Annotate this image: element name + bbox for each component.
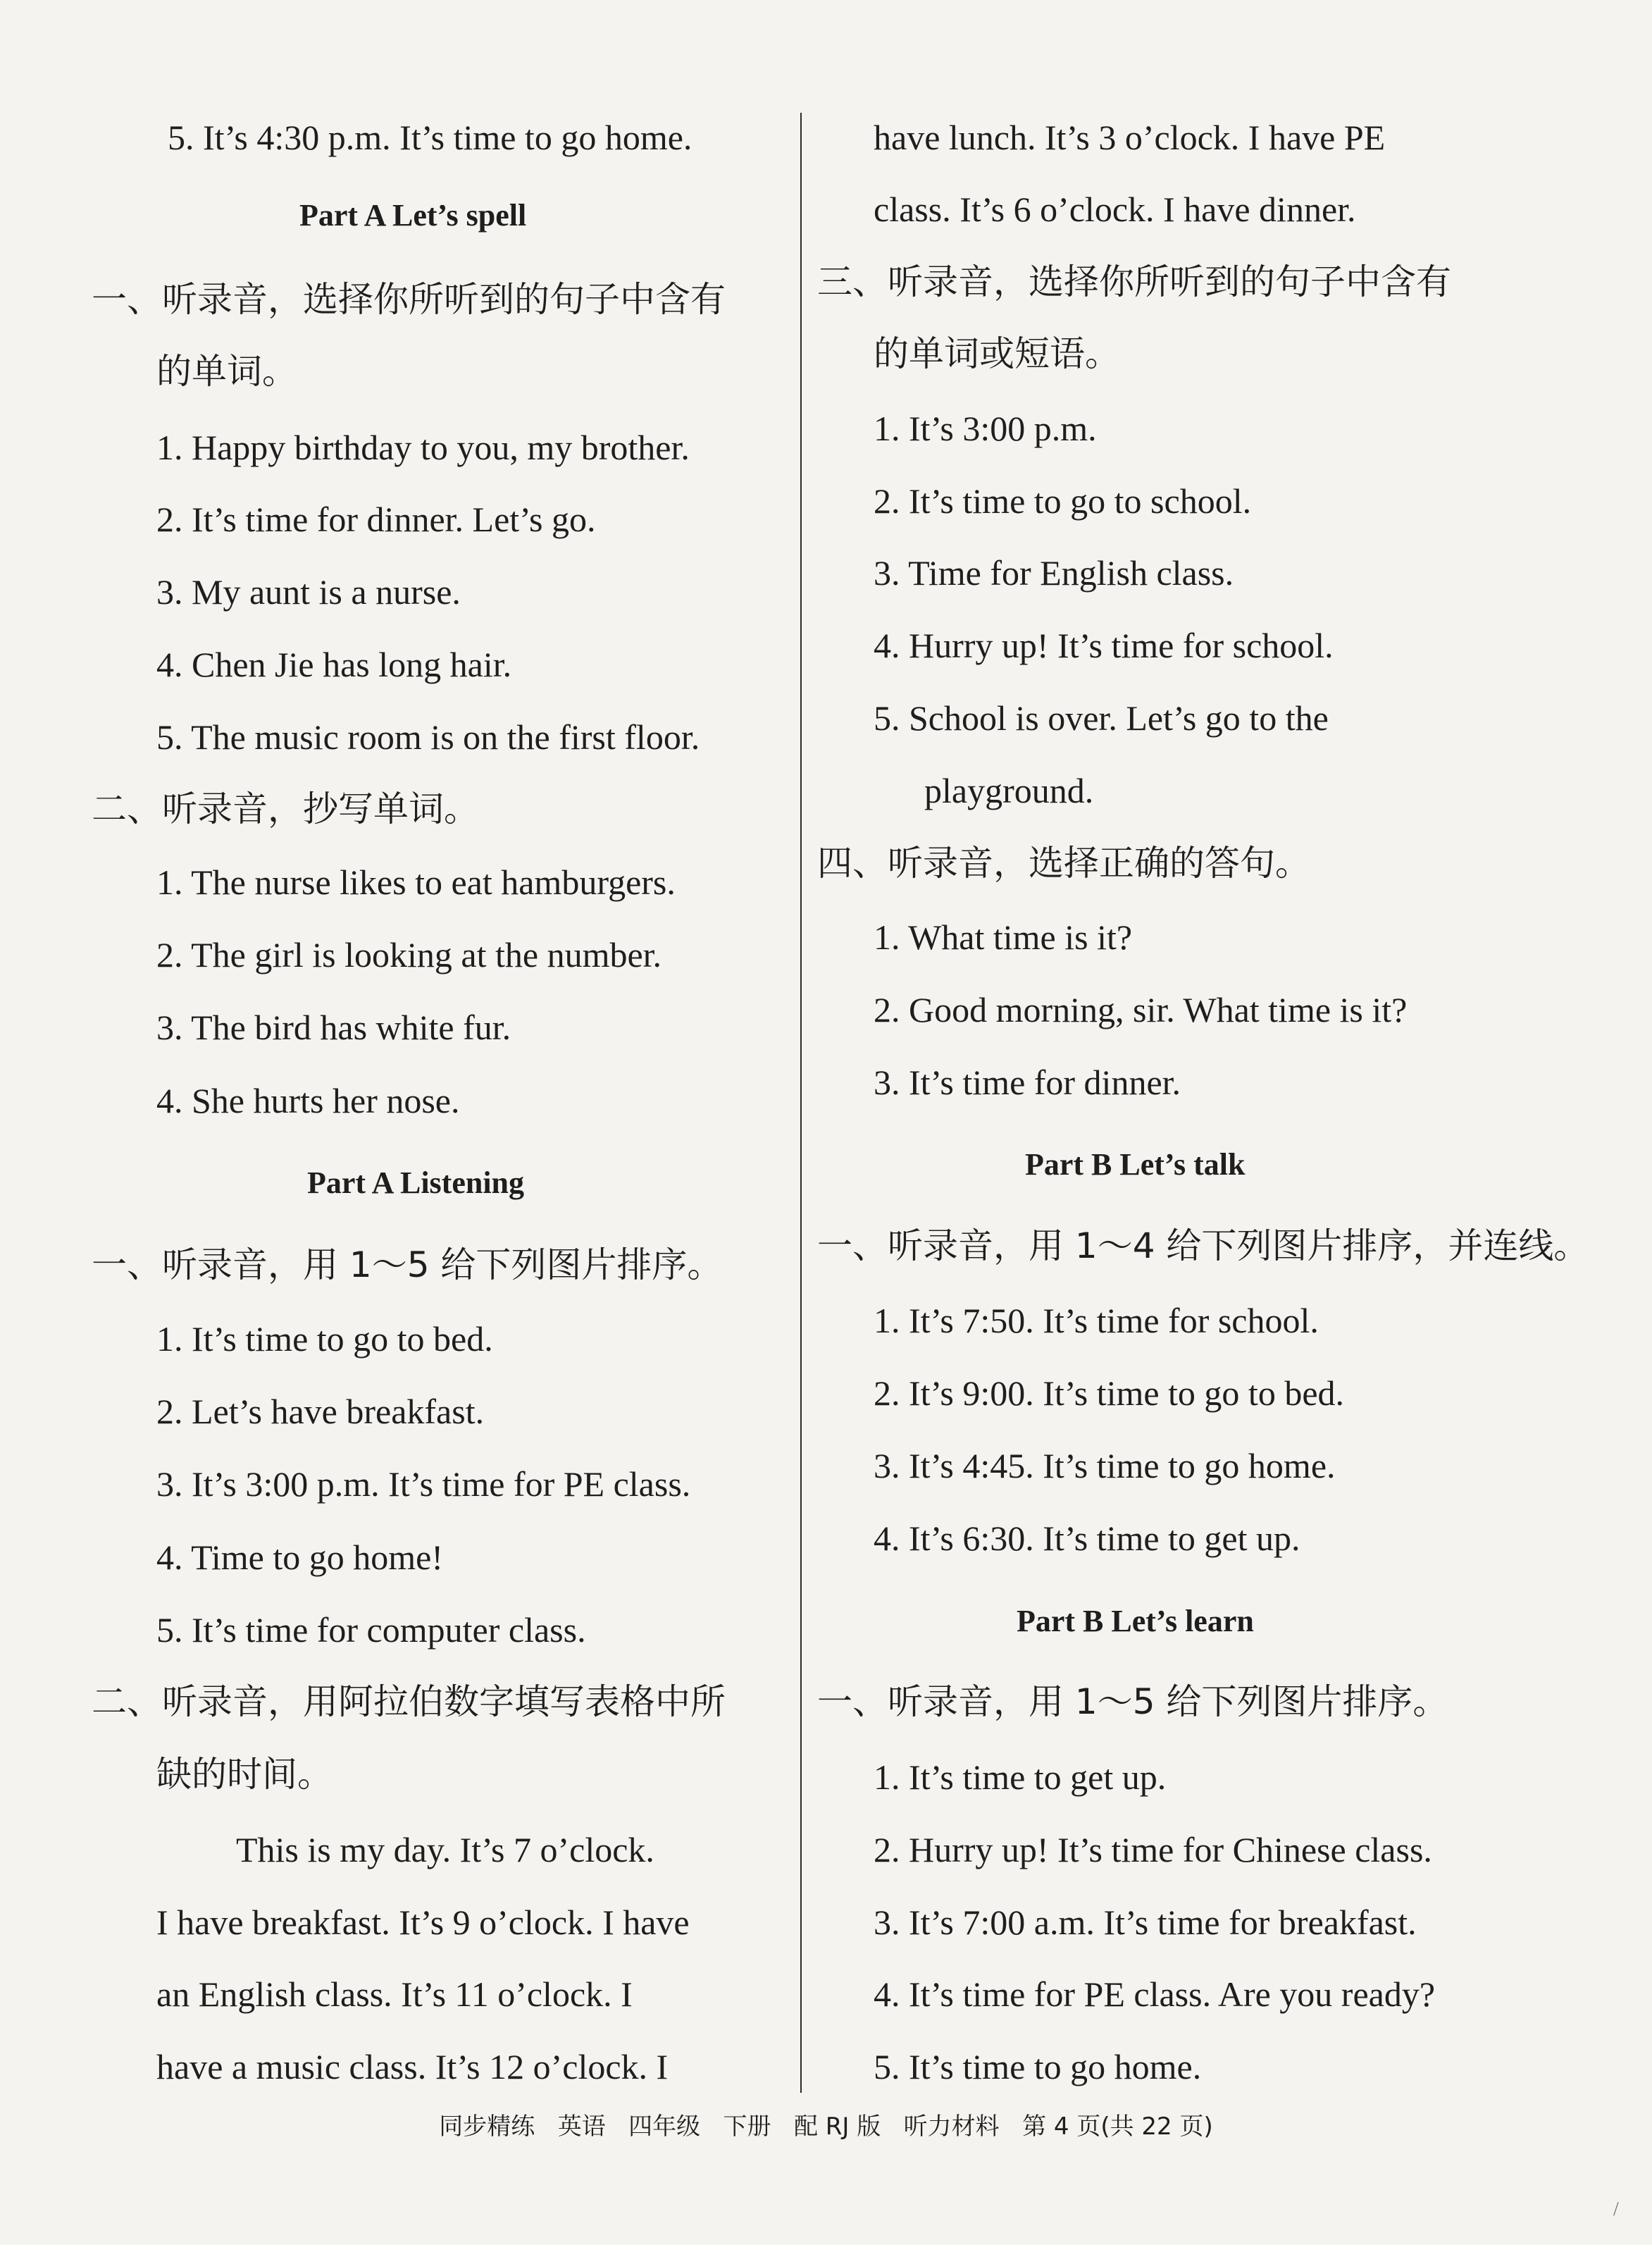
list-item: 2. The girl is looking at the number. — [156, 935, 662, 975]
list-item: 4. Hurry up! It’s time for school. — [874, 626, 1334, 665]
list-item: 3. It’s time for dinner. — [874, 1063, 1181, 1102]
list-item: 4. Chen Jie has long hair. — [156, 645, 512, 684]
list-item: playground. — [924, 771, 1094, 810]
section-heading: Part B Let’s talk — [1025, 1147, 1246, 1182]
list-item: 4. Time to go home! — [156, 1538, 443, 1577]
list-item: 3. It’s 4:45. It’s time to go home. — [874, 1446, 1336, 1485]
list-item: 4. It’s time for PE class. Are you ready? — [874, 1974, 1436, 2014]
paragraph-line: an English class. It’s 11 o’clock. I — [156, 1974, 633, 2014]
list-item: 2. Good morning, sir. What time is it? — [874, 990, 1408, 1029]
paragraph-line: have a music class. It’s 12 o’clock. I — [156, 2047, 669, 2086]
question-title: 三、听录音，选择你所听到的句子中含有 — [817, 261, 1451, 302]
paragraph-line: This is my day. It’s 7 o’clock. — [236, 1830, 654, 1869]
corner-mark: / — [1613, 2198, 1619, 2220]
list-item: 2. It’s time to go to school. — [874, 481, 1252, 521]
list-item: 3. It’s 3:00 p.m. It’s time for PE class. — [156, 1464, 691, 1504]
list-item: 5. School is over. Let’s go to the — [874, 698, 1329, 738]
list-item: 5. It’s time for computer class. — [156, 1610, 586, 1650]
question-title: 的单词或短语。 — [874, 333, 1120, 374]
list-item: 5. The music room is on the first floor. — [156, 717, 700, 757]
column-divider — [800, 113, 802, 2093]
question-title: 一、听录音，用 1～5 给下列图片排序。 — [92, 1244, 723, 1285]
section-heading: Part A Listening — [307, 1165, 525, 1200]
list-item: 3. Time for English class. — [874, 553, 1234, 593]
list-item: 3. The bird has white fur. — [156, 1008, 511, 1047]
question-title: 一、听录音，选择你所听到的句子中含有 — [92, 279, 726, 320]
list-item: 1. It’s 7:50. It’s time for school. — [874, 1301, 1319, 1340]
list-item: 1. It’s time to get up. — [874, 1757, 1167, 1797]
list-item: 2. Let’s have breakfast. — [156, 1392, 485, 1431]
question-title: 一、听录音，用 1～4 给下列图片排序，并连线。 — [817, 1225, 1589, 1266]
paragraph-line: I have breakfast. It’s 9 o’clock. I have — [156, 1903, 690, 1942]
section-heading: Part B Let’s learn — [1017, 1604, 1254, 1638]
list-item: 2. It’s time for dinner. Let’s go. — [156, 500, 596, 539]
question-title: 四、听录音，选择正确的答句。 — [817, 843, 1310, 884]
list-item: 3. My aunt is a nurse. — [156, 572, 461, 612]
question-title: 的单词。 — [156, 351, 297, 392]
question-title: 缺的时间。 — [156, 1754, 333, 1795]
section-heading: Part A Let’s spell — [299, 198, 527, 233]
list-item: 4. It’s 6:30. It’s time to get up. — [874, 1519, 1300, 1558]
list-item: 1. The nurse likes to eat hamburgers. — [156, 862, 676, 902]
paragraph-line: class. It’s 6 o’clock. I have dinner. — [874, 190, 1356, 229]
list-item: 1. What time is it? — [874, 917, 1133, 957]
question-title: 二、听录音，用阿拉伯数字填写表格中所 — [92, 1681, 726, 1722]
question-title: 二、听录音，抄写单词。 — [92, 788, 479, 829]
list-item: 5. It’s time to go home. — [874, 2047, 1202, 2086]
list-item: 3. It’s 7:00 a.m. It’s time for breakfast. — [874, 1903, 1417, 1942]
page-footer: 同步精练 英语 四年级 下册 配 RJ 版 听力材料 第 4 页(共 22 页) — [439, 2113, 1213, 2141]
list-item: 2. Hurry up! It’s time for Chinese class. — [874, 1830, 1432, 1869]
list-item: 4. She hurts her nose. — [156, 1081, 460, 1120]
list-item: 1. It’s time to go to bed. — [156, 1319, 493, 1359]
paragraph-line: have lunch. It’s 3 o’clock. I have PE — [874, 118, 1386, 157]
list-item: 2. It’s 9:00. It’s time to go to bed. — [874, 1373, 1345, 1413]
list-item: 1. Happy birthday to you, my brother. — [156, 428, 690, 467]
list-item: 1. It’s 3:00 p.m. — [874, 409, 1097, 448]
text-line: 5. It’s 4:30 p.m. It’s time to go home. — [168, 118, 693, 157]
question-title: 一、听录音，用 1～5 给下列图片排序。 — [817, 1681, 1448, 1722]
